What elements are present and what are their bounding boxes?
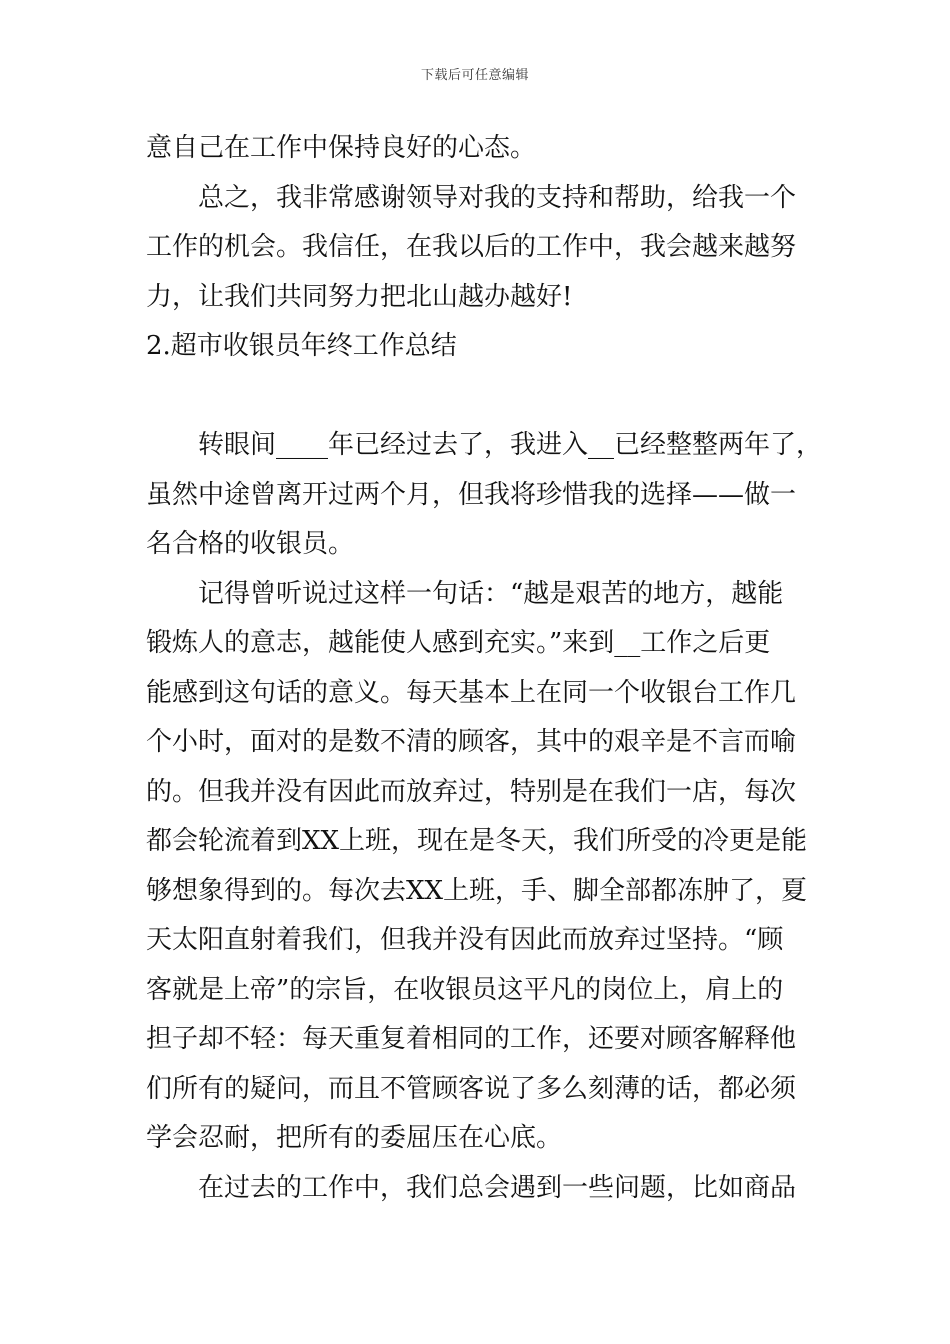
text-line: 个小时，面对的是数不清的顾客，其中的艰辛是不言而喻 bbox=[146, 727, 797, 757]
page-header: 下载后可任意编辑 bbox=[420, 68, 529, 83]
text-line: 工作的机会。我信任，在我以后的工作中，我会越来越努 bbox=[146, 232, 797, 262]
text-line: 记得曾听说过这样一句话：“越是艰苦的地方，越能 bbox=[198, 578, 784, 609]
text-line: 客就是上帝”的宗旨，在收银员这平凡的岗位上，肩上的 bbox=[146, 974, 784, 1005]
text-line: 虽然中途曾离开过两个月，但我将珍惜我的选择——做一 bbox=[146, 479, 797, 510]
text-line: 名合格的收银员。 bbox=[146, 529, 355, 559]
text-line: 能感到这句话的意义。每天基本上在同一个收银台工作几 bbox=[146, 677, 797, 708]
blank-line bbox=[146, 372, 826, 422]
text-line: 担子却不轻：每天重复着相同的工作，还要对顾客解释他 bbox=[146, 1024, 797, 1054]
text-line: 天太阳直射着我们，但我并没有因此而放弃过坚持。“顾 bbox=[146, 925, 784, 955]
text-line: 学会忍耐，把所有的委屈压在心底。 bbox=[146, 1123, 563, 1153]
document-body bbox=[146, 124, 826, 1213]
text-line: 总之，我非常感谢领导对我的支持和帮助，给我一个 bbox=[198, 182, 797, 213]
text-line: 锻炼人的意志，越能使人感到充实。”来到__工作之后更 bbox=[146, 628, 771, 658]
text-line: 们所有的疑问，而且不管顾客说了多么刻薄的话，都必须 bbox=[146, 1073, 797, 1104]
text-line: 力，让我们共同努力把北山越办越好! bbox=[146, 281, 573, 312]
text-line: 够想象得到的。每次去XX上班，手、脚全部都冻肿了，夏 bbox=[146, 875, 808, 906]
section-heading: 2.超市收银员年终工作总结 bbox=[146, 331, 457, 361]
text-line: 在过去的工作中，我们总会遇到一些问题，比如商品 bbox=[198, 1172, 797, 1203]
text-line: 的。但我并没有因此而放弃过，特别是在我们一店，每次 bbox=[146, 776, 797, 807]
text-line: 都会轮流着到XX上班，现在是冬天，我们所受的冷更是能 bbox=[146, 826, 808, 856]
text-line: 转眼间____年已经过去了，我进入__已经整整两年了， bbox=[198, 430, 823, 460]
text-line: 意自己在工作中保持良好的心态。 bbox=[146, 133, 537, 163]
